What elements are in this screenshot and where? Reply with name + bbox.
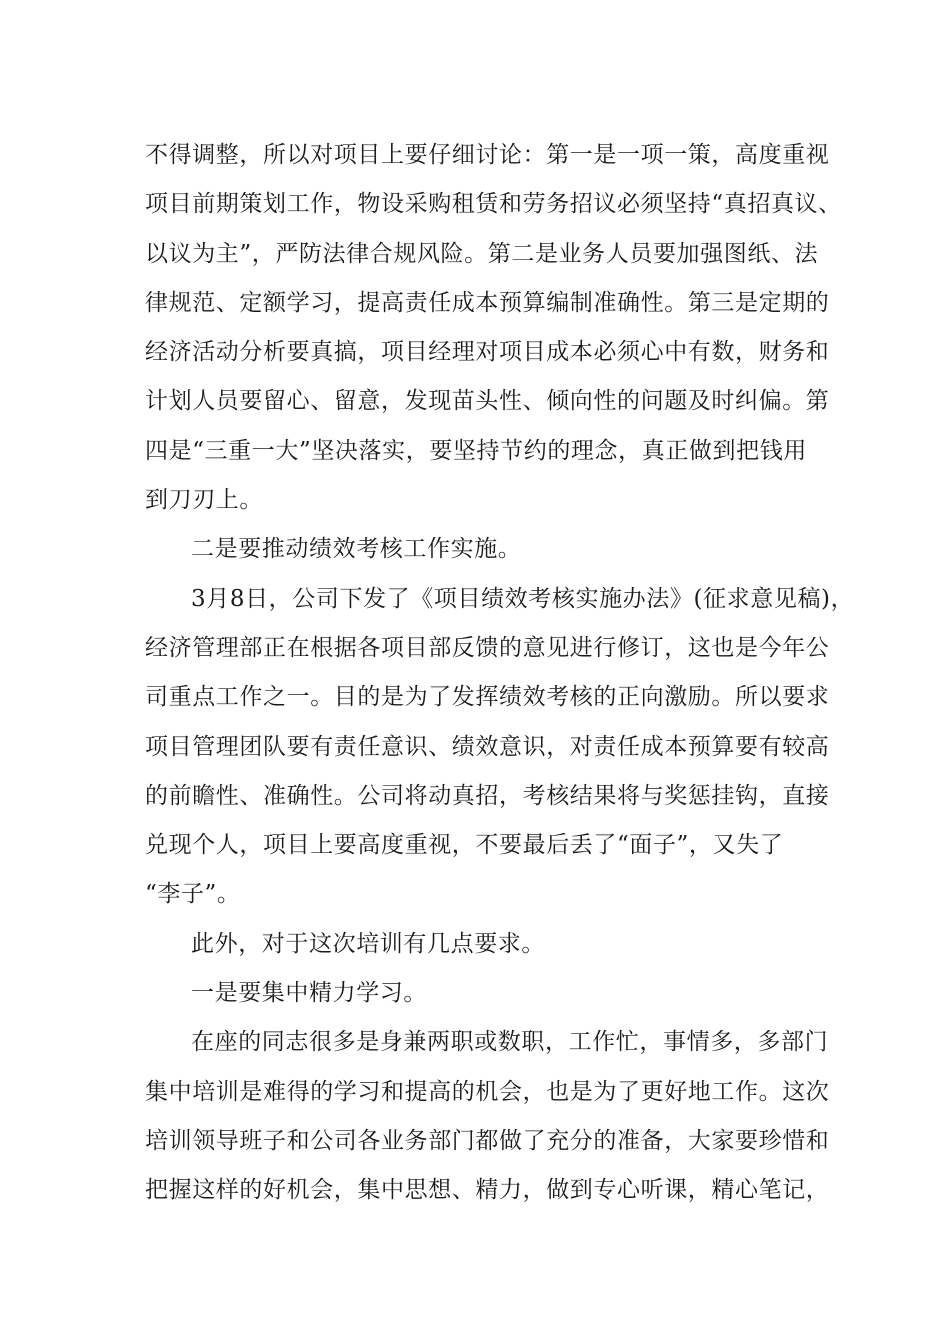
- text-line: 四是“三重一大”坚决落实，要坚持节约的理念，真正做到把钱用: [145, 437, 807, 464]
- text-line: 不得调整，所以对项目上要仔细讨论：第一是一项一策，高度重视: [145, 142, 830, 168]
- text-line: 项目管理团队要有责任意识、绩效意识，对责任成本预算要有较高: [145, 733, 830, 760]
- text-line: 经济管理部正在根据各项目部反馈的意见进行修订，这也是今年公: [145, 634, 830, 661]
- text-line: 培训领导班子和公司各业务部门都做了充分的准备，大家要珍惜和: [145, 1127, 830, 1154]
- text-line: 司重点工作之一。目的是为了发挥绩效考核的正向激励。所以要求: [145, 684, 830, 711]
- text-line: 经济活动分析要真搞，项目经理对项目成本必须心中有数，财务和: [145, 339, 830, 366]
- text-line: 把握这样的好机会，集中思想、精力，做到专心听课，精心笔记，: [145, 1177, 830, 1204]
- text-line: 的前瞻性、准确性。公司将动真招，考核结果将与奖惩挂钩，直接: [145, 782, 830, 809]
- text-line: “李子”。: [145, 881, 241, 908]
- text-line: 律规范、定额学习，提高责任成本预算编制准确性。第三是定期的: [145, 289, 830, 316]
- document-body: [145, 131, 855, 1216]
- paragraph-first-line: 在座的同志很多是身兼两职或数职，工作忙，事情多，多部门: [191, 1029, 829, 1056]
- paragraph-first-line: 此外，对于这次培训有几点要求。: [191, 930, 545, 957]
- text-line: 计划人员要留心、留意，发现苗头性、倾向性的问题及时纠偏。第: [145, 388, 830, 415]
- paragraph-first-line: 3月8日，公司下发了《项目绩效考核实施办法》(征求意见稿)，: [191, 585, 855, 612]
- text-line: 项目前期策划工作，物设采购租赁和劳务招议必须坚持“真招真议、: [145, 191, 842, 218]
- paragraph-first-line: 一是要集中精力学习。: [191, 980, 427, 1007]
- text-line: 集中培训是难得的学习和提高的机会，也是为了更好地工作。这次: [145, 1078, 830, 1105]
- text-line: 兑现个人，项目上要高度重视，不要最后丢了“面子”，又失了: [145, 832, 784, 859]
- text-line: 以议为主”，严防法律合规风险。第二是业务人员要加强图纸、法: [145, 240, 819, 267]
- paragraph-first-line: 二是要推动绩效考核工作实施。: [191, 536, 522, 563]
- text-line: 到刀刃上。: [145, 487, 263, 514]
